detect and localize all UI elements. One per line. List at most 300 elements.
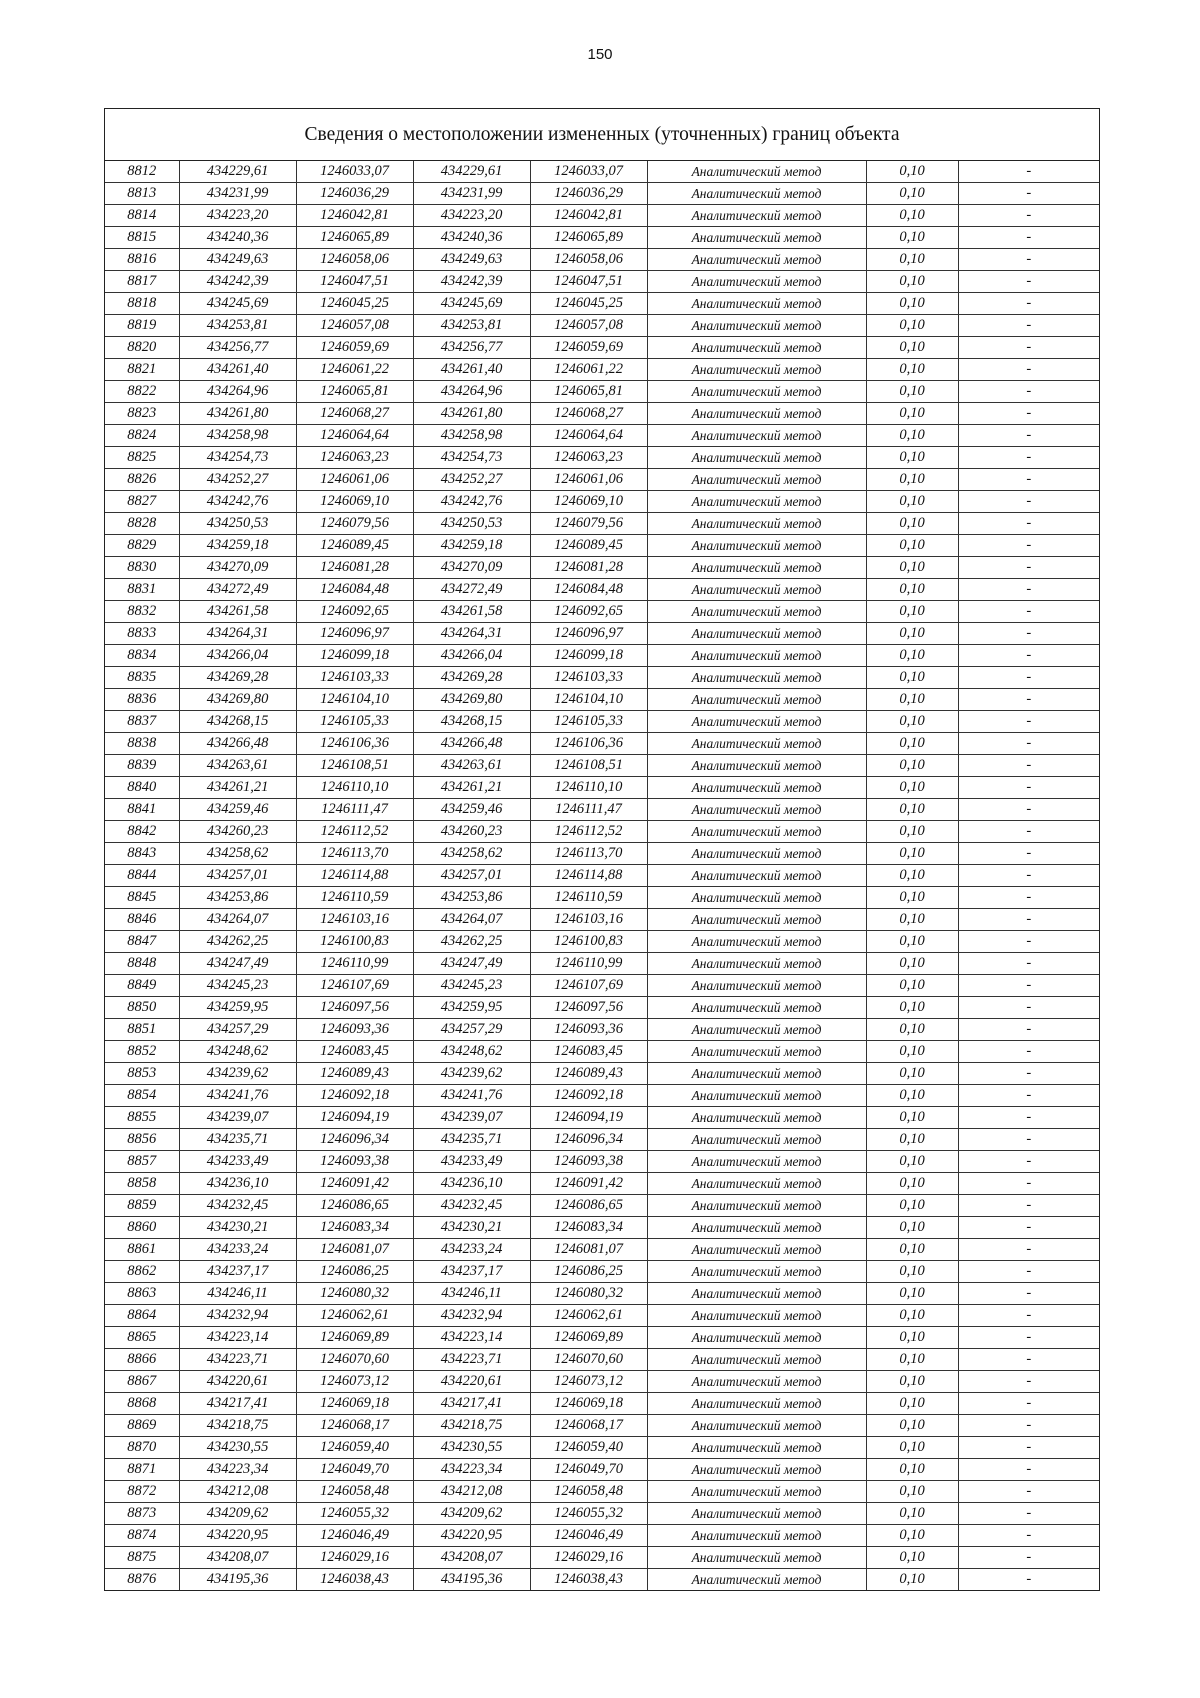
y-existing-cell: 1246089,43 <box>296 1063 413 1085</box>
accuracy-cell: 0,10 <box>866 1393 958 1415</box>
accuracy-cell: 0,10 <box>866 535 958 557</box>
y-existing-cell: 1246112,52 <box>296 821 413 843</box>
y-existing-cell: 1246110,99 <box>296 953 413 975</box>
method-cell: Аналитический метод <box>647 1151 866 1173</box>
table-row <box>105 315 1099 337</box>
x-existing-cell: 434239,07 <box>179 1107 296 1129</box>
x-refined-cell: 434256,77 <box>413 337 530 359</box>
table-row <box>105 1217 1099 1239</box>
x-existing-cell: 434230,21 <box>179 1217 296 1239</box>
method-cell: Аналитический метод <box>647 403 866 425</box>
y-refined-cell: 1246089,43 <box>530 1063 647 1085</box>
method-cell: Аналитический метод <box>647 337 866 359</box>
note-cell: - <box>958 1327 1099 1349</box>
y-refined-cell: 1246049,70 <box>530 1459 647 1481</box>
method-cell: Аналитический метод <box>647 381 866 403</box>
y-existing-cell: 1246097,56 <box>296 997 413 1019</box>
x-refined-cell: 434259,95 <box>413 997 530 1019</box>
table-row <box>105 1459 1099 1481</box>
point-number-cell: 8814 <box>105 205 179 227</box>
y-refined-cell: 1246093,38 <box>530 1151 647 1173</box>
y-refined-cell: 1246033,07 <box>530 161 647 183</box>
y-existing-cell: 1246081,07 <box>296 1239 413 1261</box>
table-row <box>105 227 1099 249</box>
y-refined-cell: 1246086,25 <box>530 1261 647 1283</box>
coordinates-table-body <box>105 161 1099 1590</box>
y-refined-cell: 1246059,69 <box>530 337 647 359</box>
x-refined-cell: 434217,41 <box>413 1393 530 1415</box>
y-refined-cell: 1246083,45 <box>530 1041 647 1063</box>
method-cell: Аналитический метод <box>647 1129 866 1151</box>
coordinates-table <box>105 161 1099 1590</box>
method-cell: Аналитический метод <box>647 909 866 931</box>
x-existing-cell: 434245,69 <box>179 293 296 315</box>
table-row <box>105 557 1099 579</box>
y-refined-cell: 1246081,28 <box>530 557 647 579</box>
x-refined-cell: 434209,62 <box>413 1503 530 1525</box>
x-existing-cell: 434239,62 <box>179 1063 296 1085</box>
point-number-cell: 8840 <box>105 777 179 799</box>
accuracy-cell: 0,10 <box>866 997 958 1019</box>
x-existing-cell: 434257,01 <box>179 865 296 887</box>
point-number-cell: 8861 <box>105 1239 179 1261</box>
y-existing-cell: 1246110,59 <box>296 887 413 909</box>
note-cell: - <box>958 227 1099 249</box>
x-existing-cell: 434242,39 <box>179 271 296 293</box>
note-cell: - <box>958 777 1099 799</box>
note-cell: - <box>958 645 1099 667</box>
accuracy-cell: 0,10 <box>866 1327 958 1349</box>
x-refined-cell: 434237,17 <box>413 1261 530 1283</box>
x-existing-cell: 434257,29 <box>179 1019 296 1041</box>
y-refined-cell: 1246092,18 <box>530 1085 647 1107</box>
note-cell: - <box>958 579 1099 601</box>
x-refined-cell: 434252,27 <box>413 469 530 491</box>
point-number-cell: 8866 <box>105 1349 179 1371</box>
y-existing-cell: 1246079,56 <box>296 513 413 535</box>
y-existing-cell: 1246064,64 <box>296 425 413 447</box>
point-number-cell: 8844 <box>105 865 179 887</box>
x-refined-cell: 434220,61 <box>413 1371 530 1393</box>
table-row <box>105 381 1099 403</box>
accuracy-cell: 0,10 <box>866 843 958 865</box>
y-refined-cell: 1246103,16 <box>530 909 647 931</box>
method-cell: Аналитический метод <box>647 1261 866 1283</box>
accuracy-cell: 0,10 <box>866 953 958 975</box>
table-row <box>105 777 1099 799</box>
method-cell: Аналитический метод <box>647 1063 866 1085</box>
note-cell: - <box>958 1217 1099 1239</box>
point-number-cell: 8839 <box>105 755 179 777</box>
x-refined-cell: 434223,71 <box>413 1349 530 1371</box>
table-row <box>105 865 1099 887</box>
table-row <box>105 755 1099 777</box>
table-row <box>105 799 1099 821</box>
note-cell: - <box>958 183 1099 205</box>
y-refined-cell: 1246061,22 <box>530 359 647 381</box>
x-existing-cell: 434235,71 <box>179 1129 296 1151</box>
method-cell: Аналитический метод <box>647 425 866 447</box>
y-existing-cell: 1246086,25 <box>296 1261 413 1283</box>
method-cell: Аналитический метод <box>647 667 866 689</box>
note-cell: - <box>958 1239 1099 1261</box>
note-cell: - <box>958 843 1099 865</box>
point-number-cell: 8826 <box>105 469 179 491</box>
table-row <box>105 1151 1099 1173</box>
point-number-cell: 8836 <box>105 689 179 711</box>
y-refined-cell: 1246107,69 <box>530 975 647 997</box>
point-number-cell: 8849 <box>105 975 179 997</box>
accuracy-cell: 0,10 <box>866 183 958 205</box>
x-existing-cell: 434263,61 <box>179 755 296 777</box>
x-refined-cell: 434245,69 <box>413 293 530 315</box>
accuracy-cell: 0,10 <box>866 887 958 909</box>
x-existing-cell: 434259,18 <box>179 535 296 557</box>
method-cell: Аналитический метод <box>647 1217 866 1239</box>
note-cell: - <box>958 601 1099 623</box>
x-refined-cell: 434263,61 <box>413 755 530 777</box>
y-refined-cell: 1246113,70 <box>530 843 647 865</box>
note-cell: - <box>958 1019 1099 1041</box>
x-refined-cell: 434242,39 <box>413 271 530 293</box>
method-cell: Аналитический метод <box>647 535 866 557</box>
y-refined-cell: 1246046,49 <box>530 1525 647 1547</box>
x-refined-cell: 434257,01 <box>413 865 530 887</box>
y-refined-cell: 1246110,99 <box>530 953 647 975</box>
note-cell: - <box>958 953 1099 975</box>
accuracy-cell: 0,10 <box>866 227 958 249</box>
x-existing-cell: 434232,94 <box>179 1305 296 1327</box>
point-number-cell: 8823 <box>105 403 179 425</box>
x-existing-cell: 434220,61 <box>179 1371 296 1393</box>
note-cell: - <box>958 293 1099 315</box>
table-row <box>105 403 1099 425</box>
method-cell: Аналитический метод <box>647 1305 866 1327</box>
table-row <box>105 931 1099 953</box>
point-number-cell: 8816 <box>105 249 179 271</box>
note-cell: - <box>958 623 1099 645</box>
table-row <box>105 535 1099 557</box>
accuracy-cell: 0,10 <box>866 491 958 513</box>
method-cell: Аналитический метод <box>647 227 866 249</box>
method-cell: Аналитический метод <box>647 865 866 887</box>
note-cell: - <box>958 337 1099 359</box>
method-cell: Аналитический метод <box>647 711 866 733</box>
x-existing-cell: 434237,17 <box>179 1261 296 1283</box>
x-refined-cell: 434239,62 <box>413 1063 530 1085</box>
table-row <box>105 1195 1099 1217</box>
method-cell: Аналитический метод <box>647 205 866 227</box>
accuracy-cell: 0,10 <box>866 1569 958 1591</box>
point-number-cell: 8834 <box>105 645 179 667</box>
note-cell: - <box>958 1437 1099 1459</box>
y-existing-cell: 1246065,89 <box>296 227 413 249</box>
table-row <box>105 821 1099 843</box>
method-cell: Аналитический метод <box>647 315 866 337</box>
x-refined-cell: 434264,07 <box>413 909 530 931</box>
note-cell: - <box>958 535 1099 557</box>
y-existing-cell: 1246089,45 <box>296 535 413 557</box>
x-existing-cell: 434236,10 <box>179 1173 296 1195</box>
x-refined-cell: 434232,94 <box>413 1305 530 1327</box>
x-existing-cell: 434233,49 <box>179 1151 296 1173</box>
table-row <box>105 1283 1099 1305</box>
method-cell: Аналитический метод <box>647 887 866 909</box>
y-refined-cell: 1246106,36 <box>530 733 647 755</box>
accuracy-cell: 0,10 <box>866 799 958 821</box>
y-existing-cell: 1246106,36 <box>296 733 413 755</box>
x-existing-cell: 434264,96 <box>179 381 296 403</box>
x-refined-cell: 434230,21 <box>413 1217 530 1239</box>
x-refined-cell: 434223,34 <box>413 1459 530 1481</box>
point-number-cell: 8819 <box>105 315 179 337</box>
note-cell: - <box>958 403 1099 425</box>
y-refined-cell: 1246099,18 <box>530 645 647 667</box>
y-refined-cell: 1246036,29 <box>530 183 647 205</box>
table-row <box>105 1371 1099 1393</box>
y-refined-cell: 1246080,32 <box>530 1283 647 1305</box>
table-row <box>105 667 1099 689</box>
accuracy-cell: 0,10 <box>866 1371 958 1393</box>
note-cell: - <box>958 975 1099 997</box>
note-cell: - <box>958 557 1099 579</box>
method-cell: Аналитический метод <box>647 447 866 469</box>
x-refined-cell: 434232,45 <box>413 1195 530 1217</box>
accuracy-cell: 0,10 <box>866 755 958 777</box>
table-row <box>105 1481 1099 1503</box>
point-number-cell: 8860 <box>105 1217 179 1239</box>
table-row <box>105 689 1099 711</box>
accuracy-cell: 0,10 <box>866 821 958 843</box>
y-refined-cell: 1246029,16 <box>530 1547 647 1569</box>
table-row <box>105 997 1099 1019</box>
y-refined-cell: 1246092,65 <box>530 601 647 623</box>
x-refined-cell: 434236,10 <box>413 1173 530 1195</box>
x-existing-cell: 434258,98 <box>179 425 296 447</box>
x-existing-cell: 434195,36 <box>179 1569 296 1591</box>
accuracy-cell: 0,10 <box>866 513 958 535</box>
table-row <box>105 975 1099 997</box>
y-existing-cell: 1246073,12 <box>296 1371 413 1393</box>
y-refined-cell: 1246096,34 <box>530 1129 647 1151</box>
method-cell: Аналитический метод <box>647 1239 866 1261</box>
y-refined-cell: 1246065,89 <box>530 227 647 249</box>
note-cell: - <box>958 1525 1099 1547</box>
accuracy-cell: 0,10 <box>866 425 958 447</box>
table-row <box>105 1305 1099 1327</box>
x-existing-cell: 434233,24 <box>179 1239 296 1261</box>
point-number-cell: 8838 <box>105 733 179 755</box>
x-refined-cell: 434249,63 <box>413 249 530 271</box>
y-refined-cell: 1246069,18 <box>530 1393 647 1415</box>
accuracy-cell: 0,10 <box>866 579 958 601</box>
method-cell: Аналитический метод <box>647 469 866 491</box>
point-number-cell: 8862 <box>105 1261 179 1283</box>
page-number: 150 <box>587 46 613 63</box>
point-number-cell: 8863 <box>105 1283 179 1305</box>
y-existing-cell: 1246045,25 <box>296 293 413 315</box>
table-row <box>105 733 1099 755</box>
accuracy-cell: 0,10 <box>866 1305 958 1327</box>
point-number-cell: 8870 <box>105 1437 179 1459</box>
point-number-cell: 8845 <box>105 887 179 909</box>
x-existing-cell: 434262,25 <box>179 931 296 953</box>
point-number-cell: 8867 <box>105 1371 179 1393</box>
method-cell: Аналитический метод <box>647 1415 866 1437</box>
x-existing-cell: 434247,49 <box>179 953 296 975</box>
point-number-cell: 8843 <box>105 843 179 865</box>
table-row <box>105 1085 1099 1107</box>
x-existing-cell: 434270,09 <box>179 557 296 579</box>
y-existing-cell: 1246058,06 <box>296 249 413 271</box>
accuracy-cell: 0,10 <box>866 315 958 337</box>
x-existing-cell: 434249,63 <box>179 249 296 271</box>
point-number-cell: 8827 <box>105 491 179 513</box>
y-refined-cell: 1246068,17 <box>530 1415 647 1437</box>
x-refined-cell: 434262,25 <box>413 931 530 953</box>
y-refined-cell: 1246083,34 <box>530 1217 647 1239</box>
y-refined-cell: 1246068,27 <box>530 403 647 425</box>
method-cell: Аналитический метод <box>647 733 866 755</box>
method-cell: Аналитический метод <box>647 601 866 623</box>
point-number-cell: 8825 <box>105 447 179 469</box>
point-number-cell: 8828 <box>105 513 179 535</box>
y-existing-cell: 1246104,10 <box>296 689 413 711</box>
method-cell: Аналитический метод <box>647 1547 866 1569</box>
y-existing-cell: 1246063,23 <box>296 447 413 469</box>
accuracy-cell: 0,10 <box>866 1437 958 1459</box>
y-existing-cell: 1246069,10 <box>296 491 413 513</box>
y-refined-cell: 1246058,06 <box>530 249 647 271</box>
method-cell: Аналитический метод <box>647 843 866 865</box>
x-refined-cell: 434253,81 <box>413 315 530 337</box>
x-refined-cell: 434218,75 <box>413 1415 530 1437</box>
accuracy-cell: 0,10 <box>866 1349 958 1371</box>
x-refined-cell: 434264,96 <box>413 381 530 403</box>
y-existing-cell: 1246092,18 <box>296 1085 413 1107</box>
note-cell: - <box>958 1503 1099 1525</box>
note-cell: - <box>958 1569 1099 1591</box>
y-refined-cell: 1246093,36 <box>530 1019 647 1041</box>
y-refined-cell: 1246096,97 <box>530 623 647 645</box>
table-row <box>105 909 1099 931</box>
y-refined-cell: 1246057,08 <box>530 315 647 337</box>
method-cell: Аналитический метод <box>647 1349 866 1371</box>
table-row <box>105 579 1099 601</box>
table-row <box>105 1525 1099 1547</box>
method-cell: Аналитический метод <box>647 1283 866 1305</box>
accuracy-cell: 0,10 <box>866 667 958 689</box>
table-row <box>105 1327 1099 1349</box>
y-existing-cell: 1246068,27 <box>296 403 413 425</box>
note-cell: - <box>958 271 1099 293</box>
method-cell: Аналитический метод <box>647 1173 866 1195</box>
note-cell: - <box>958 909 1099 931</box>
y-refined-cell: 1246079,56 <box>530 513 647 535</box>
note-cell: - <box>958 689 1099 711</box>
point-number-cell: 8812 <box>105 161 179 183</box>
x-refined-cell: 434261,40 <box>413 359 530 381</box>
note-cell: - <box>958 161 1099 183</box>
note-cell: - <box>958 755 1099 777</box>
note-cell: - <box>958 491 1099 513</box>
method-cell: Аналитический метод <box>647 359 866 381</box>
accuracy-cell: 0,10 <box>866 975 958 997</box>
point-number-cell: 8813 <box>105 183 179 205</box>
point-number-cell: 8864 <box>105 1305 179 1327</box>
y-existing-cell: 1246096,97 <box>296 623 413 645</box>
accuracy-cell: 0,10 <box>866 359 958 381</box>
point-number-cell: 8855 <box>105 1107 179 1129</box>
method-cell: Аналитический метод <box>647 293 866 315</box>
note-cell: - <box>958 1107 1099 1129</box>
y-refined-cell: 1246110,59 <box>530 887 647 909</box>
y-existing-cell: 1246033,07 <box>296 161 413 183</box>
x-refined-cell: 434272,49 <box>413 579 530 601</box>
point-number-cell: 8829 <box>105 535 179 557</box>
x-refined-cell: 434260,23 <box>413 821 530 843</box>
x-existing-cell: 434223,34 <box>179 1459 296 1481</box>
x-refined-cell: 434259,18 <box>413 535 530 557</box>
y-refined-cell: 1246069,89 <box>530 1327 647 1349</box>
x-existing-cell: 434261,58 <box>179 601 296 623</box>
point-number-cell: 8873 <box>105 1503 179 1525</box>
note-cell: - <box>958 447 1099 469</box>
accuracy-cell: 0,10 <box>866 1195 958 1217</box>
note-cell: - <box>958 865 1099 887</box>
x-refined-cell: 434220,95 <box>413 1525 530 1547</box>
accuracy-cell: 0,10 <box>866 1107 958 1129</box>
y-existing-cell: 1246103,33 <box>296 667 413 689</box>
accuracy-cell: 0,10 <box>866 1041 958 1063</box>
x-existing-cell: 434264,07 <box>179 909 296 931</box>
x-refined-cell: 434242,76 <box>413 491 530 513</box>
table-row <box>105 271 1099 293</box>
accuracy-cell: 0,10 <box>866 909 958 931</box>
table-row <box>105 953 1099 975</box>
x-existing-cell: 434253,86 <box>179 887 296 909</box>
method-cell: Аналитический метод <box>647 953 866 975</box>
x-existing-cell: 434272,49 <box>179 579 296 601</box>
y-refined-cell: 1246047,51 <box>530 271 647 293</box>
y-existing-cell: 1246103,16 <box>296 909 413 931</box>
table-row <box>105 1261 1099 1283</box>
x-existing-cell: 434212,08 <box>179 1481 296 1503</box>
method-cell: Аналитический метод <box>647 975 866 997</box>
x-refined-cell: 434208,07 <box>413 1547 530 1569</box>
method-cell: Аналитический метод <box>647 1107 866 1129</box>
point-number-cell: 8876 <box>105 1569 179 1591</box>
note-cell: - <box>958 1283 1099 1305</box>
y-existing-cell: 1246047,51 <box>296 271 413 293</box>
point-number-cell: 8850 <box>105 997 179 1019</box>
y-existing-cell: 1246083,34 <box>296 1217 413 1239</box>
accuracy-cell: 0,10 <box>866 1481 958 1503</box>
y-existing-cell: 1246099,18 <box>296 645 413 667</box>
table-row <box>105 623 1099 645</box>
point-number-cell: 8841 <box>105 799 179 821</box>
method-cell: Аналитический метод <box>647 931 866 953</box>
table-row <box>105 1041 1099 1063</box>
note-cell: - <box>958 711 1099 733</box>
method-cell: Аналитический метод <box>647 799 866 821</box>
accuracy-cell: 0,10 <box>866 1063 958 1085</box>
table-row <box>105 711 1099 733</box>
y-existing-cell: 1246029,16 <box>296 1547 413 1569</box>
point-number-cell: 8831 <box>105 579 179 601</box>
y-existing-cell: 1246110,10 <box>296 777 413 799</box>
y-existing-cell: 1246086,65 <box>296 1195 413 1217</box>
